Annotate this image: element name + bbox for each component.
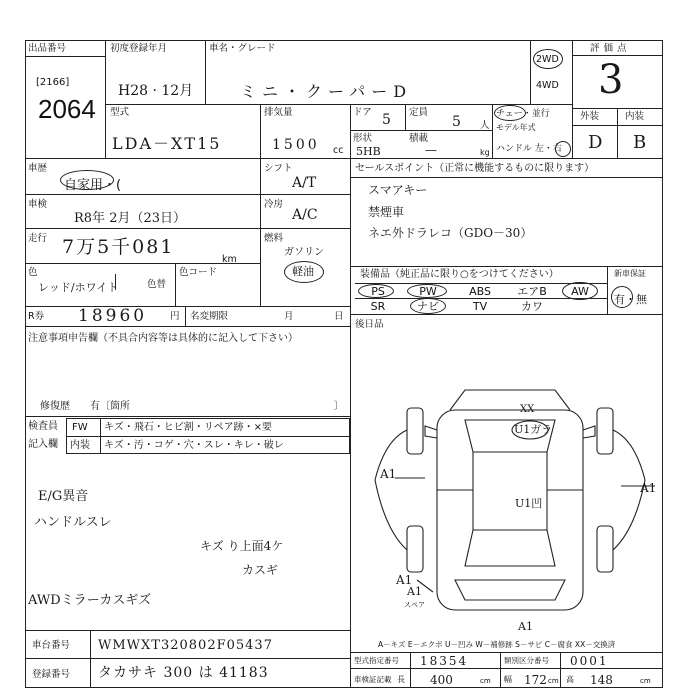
divider (185, 306, 186, 326)
disp-label: 排気量 (264, 107, 293, 118)
day-label: 日 (334, 311, 344, 322)
size-label: 車検証記載 (354, 675, 392, 684)
mileage-unit: km (222, 254, 237, 265)
color-change-label: 色替 (147, 279, 167, 290)
sales-line-3: ネエ外ドラレコ（GDO－30） (368, 226, 533, 240)
handle-label: ハンドル 左・右 (496, 144, 562, 154)
divider (350, 177, 663, 178)
type-value: 18354 (420, 654, 469, 668)
load-value: — (425, 143, 437, 157)
divider (350, 266, 663, 267)
divider (350, 668, 663, 669)
divider (260, 194, 350, 195)
divider (175, 263, 176, 306)
reg-value: タカサキ 300 は 41183 (98, 665, 269, 681)
repair-end: 〕 (334, 401, 344, 412)
divider (572, 40, 573, 158)
fuel-gas: ガソリン (284, 247, 324, 258)
divider (500, 652, 501, 688)
inspector-fw: FW (72, 422, 88, 433)
notes-title: 注意事項申告欄（不具合内容等は具体的に記入して下さい） (28, 333, 298, 344)
equip-abs: ABS (469, 285, 491, 298)
score-label: 評価点 (590, 43, 631, 54)
wid-value: 172 (524, 673, 547, 687)
ac-value: A/C (292, 207, 318, 223)
divider (260, 104, 261, 158)
sales-title: セールスポイント（正常に機能するものに限ります） (355, 163, 595, 174)
divider (260, 158, 261, 306)
damage-mark-right: A1 (640, 481, 657, 495)
shift-label: シフト (264, 163, 293, 174)
cap-value: 5 (452, 114, 461, 130)
divider (100, 418, 101, 454)
divider (25, 56, 105, 57)
divider (350, 130, 492, 131)
wid-unit: cm (548, 677, 559, 685)
wid-label: 幅 (504, 675, 512, 684)
divider (25, 228, 260, 229)
door-label: ドア (353, 107, 372, 118)
divider (572, 55, 663, 56)
name-change-label: 名変期限 (190, 311, 229, 322)
first-reg-value: H28 · 12月 (118, 83, 194, 99)
model-label: 型式 (110, 107, 130, 118)
divider (405, 104, 406, 130)
disp-unit: cc (333, 145, 344, 156)
len-value: 400 (430, 673, 453, 687)
remark-2: ハンドルスレ (34, 515, 112, 530)
inspector-int: 内装 (70, 440, 90, 451)
remark-5: カスギ (242, 563, 279, 577)
divider (25, 263, 260, 264)
shift-value: A/T (292, 175, 317, 191)
ext-label: 外装 (580, 111, 600, 122)
remark-1: E/G異音 (38, 489, 89, 504)
reki-circle (60, 170, 114, 190)
equip-pw: PW (419, 285, 437, 298)
equip-pw-circle (407, 284, 447, 298)
cap-label: 定員 (409, 107, 429, 118)
divider (25, 194, 260, 195)
sales-line-2: 禁煙車 (368, 205, 405, 219)
fuel-circle (284, 261, 324, 283)
color-code-label: 色コード (179, 267, 218, 278)
ac-label: 冷房 (264, 199, 284, 210)
shaken-value: R8年 2月（23日） (74, 211, 187, 226)
drive-2wd: 2WD (536, 54, 559, 65)
equip-kawa: カワ (521, 300, 543, 313)
divider (350, 104, 351, 158)
mileage-value: 7万5千081 (62, 236, 175, 258)
equip-ps-circle (358, 284, 394, 298)
equipment-title: 装備品（純正品に限り○をつけてください） (360, 269, 559, 280)
divider (607, 266, 608, 314)
equip-sr: SR (370, 300, 386, 313)
model-kind: モデル年式 (496, 123, 536, 132)
shaken-label: 車検 (28, 199, 48, 210)
damage-mark-bottom: A1 (518, 620, 533, 633)
inspector-label-2: 記入欄 (28, 439, 58, 450)
damage-mark-windshield: U1ガラ (514, 423, 553, 436)
divider (25, 630, 350, 631)
damage-mark-xx: XX (520, 404, 535, 415)
divider (25, 306, 350, 307)
seat-label: チェー・並行 (496, 109, 550, 119)
remark-4: キズ り上面4ケ (200, 539, 284, 553)
recycle-label: R券 (28, 311, 45, 322)
first-reg-label: 初度登録年月 (110, 43, 168, 54)
damage-mark-left: A1 (380, 467, 397, 481)
drive-2wd-circle (533, 49, 563, 69)
warranty-circle (611, 286, 633, 308)
chassis-label: 車台番号 (32, 640, 71, 651)
repair-label: 修復歴 有〔箇所 (40, 401, 130, 412)
cat-value: 0001 (570, 654, 609, 668)
divider (260, 228, 350, 229)
drive-4wd: 4WD (536, 80, 559, 91)
remark-3: AWDミラーカスギズ (28, 593, 152, 608)
divider (350, 652, 663, 653)
mileage-label: 走行 (28, 233, 48, 244)
damage-mark-rear: A1 (407, 585, 422, 598)
divider (25, 658, 350, 659)
divider (530, 40, 531, 104)
divider (25, 326, 350, 327)
equip-aw: AW (571, 285, 589, 298)
reki-label: 車歴 (28, 163, 48, 174)
divider (205, 40, 206, 104)
cap-unit: 人 (480, 120, 490, 131)
equip-airbag: エアB (517, 285, 547, 298)
equip-navi: ナビ (417, 300, 439, 313)
month-label: 月 (284, 311, 294, 322)
lot-label: 出品番号 (28, 43, 67, 54)
cat-label: 類別区分番号 (504, 656, 549, 665)
fuel-label: 燃料 (264, 233, 284, 244)
seat-circle (494, 105, 526, 121)
equip-navi-circle (410, 298, 446, 314)
name-label: 車名・グレード (209, 43, 276, 54)
int-value: B (633, 132, 647, 153)
warranty-value: 有・無 (614, 293, 647, 306)
damage-mark-roof: U1凹 (515, 497, 543, 510)
divider (617, 108, 618, 158)
lot-number: 2064 (38, 94, 96, 124)
fuel-diesel: 軽油 (292, 265, 314, 278)
new-car-label: 新車保証 (614, 269, 646, 278)
score-value: 3 (598, 57, 624, 103)
divider (105, 40, 106, 158)
model-value: LDA－XT15 (112, 134, 222, 153)
equip-ps: PS (371, 285, 385, 298)
reki-value: 自家用・( (64, 178, 122, 193)
later-label: 後日品 (355, 319, 384, 330)
sales-line-1: スマアキー (368, 183, 428, 197)
inspector-label-1: 検査員 (28, 421, 58, 432)
lot-code: [2166] (36, 77, 70, 88)
divider (560, 652, 561, 688)
len-label: 長 (397, 675, 405, 684)
divider (350, 158, 351, 688)
legend: A－キズ E－エクボ U－凹み W－補修跡 S－サビ C－腐食 XX－交換済 (378, 640, 616, 649)
divider (90, 630, 91, 688)
hei-unit: cm (640, 677, 651, 685)
ext-value: D (588, 132, 603, 153)
int-label: 内装 (625, 111, 645, 122)
len-unit: cm (480, 677, 491, 685)
disp-value: 1500 (272, 137, 320, 153)
divider (25, 416, 350, 417)
recycle-unit: 円 (170, 311, 180, 322)
shape-label: 形状 (353, 133, 373, 144)
divider (115, 274, 116, 290)
divider (492, 104, 493, 158)
recycle-value: 18960 (78, 306, 148, 326)
type-label: 型式指定番号 (354, 656, 399, 665)
hei-value: 148 (590, 673, 613, 687)
color-value: レッド/ホワイト (38, 281, 119, 294)
name-value: ミニ・クーパーD (240, 82, 413, 101)
inspector-row-1: キズ・飛石・ヒビ割・リペア跡・×要 (104, 422, 272, 433)
handle-circle (555, 141, 571, 157)
chassis-value: WMWXT320802F05437 (98, 638, 273, 653)
spare-label: スペア (404, 601, 425, 609)
divider (350, 314, 663, 315)
hei-label: 高 (566, 675, 574, 684)
door-value: 5 (382, 112, 391, 128)
color-label: 色 (28, 267, 38, 278)
divider (25, 158, 663, 159)
inspector-row-2: キズ・汚・コゲ・穴・スレ・キレ・破レ (104, 440, 284, 451)
equip-tv: TV (472, 300, 488, 313)
load-label: 積載 (409, 133, 429, 144)
reg-label: 登録番号 (32, 669, 71, 680)
shape-value: 5HB (356, 145, 381, 158)
load-unit: kg (480, 148, 490, 157)
damage-mark-rear-left: A1 (396, 573, 413, 587)
divider (66, 436, 350, 437)
equip-aw-circle (562, 282, 598, 300)
divider (410, 652, 411, 688)
